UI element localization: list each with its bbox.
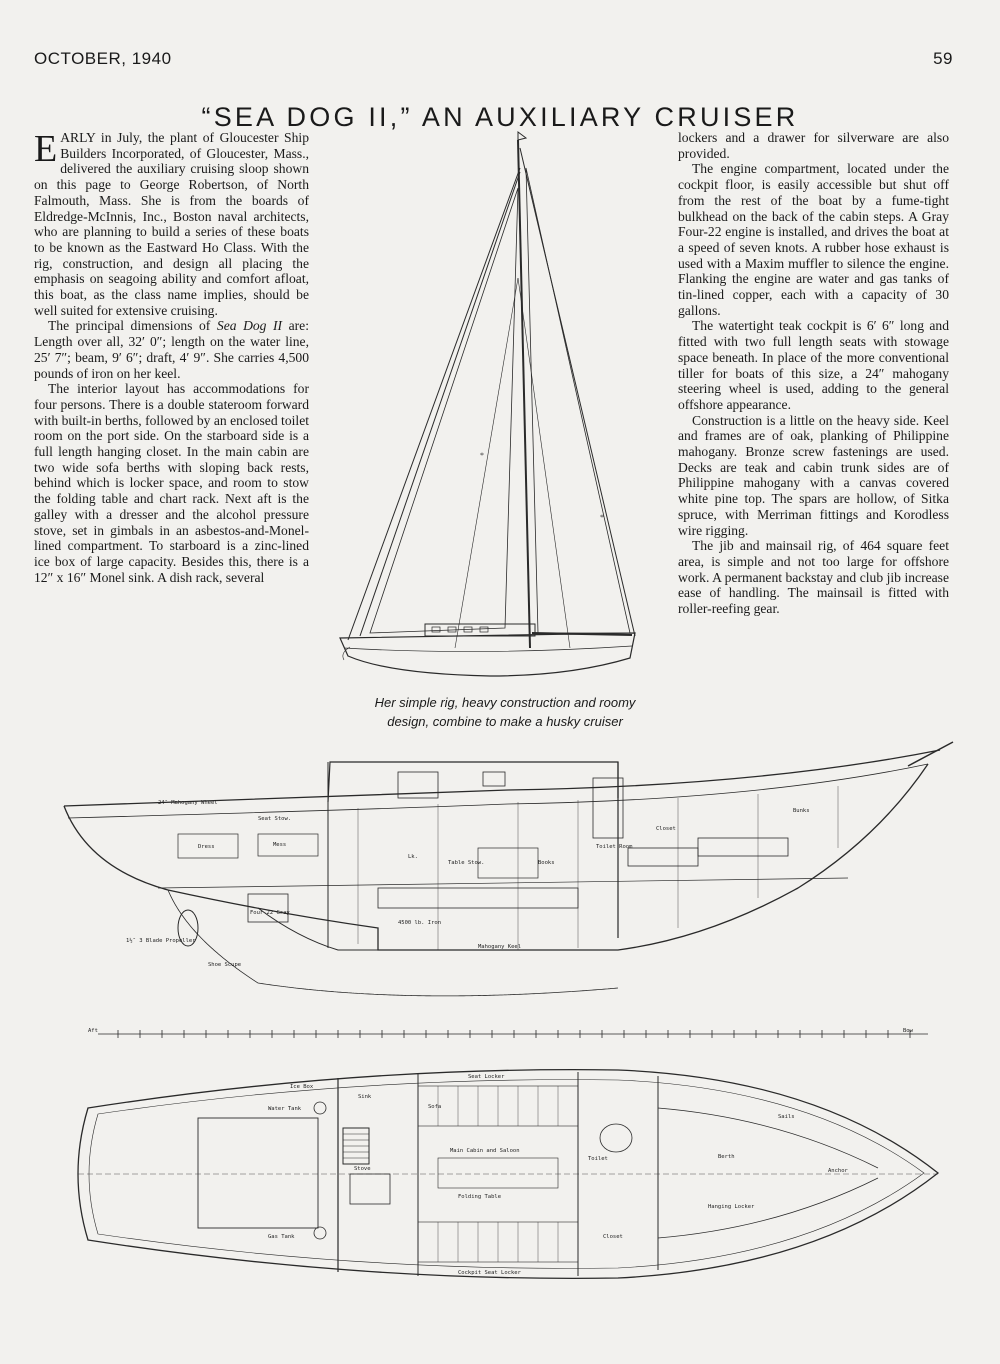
label-ballast: 4500 lb. Iron <box>398 920 442 926</box>
label-closet: Closet <box>603 1234 623 1240</box>
paragraph-lockers: lockers and a drawer for silverware are also provided. <box>678 130 949 161</box>
label-sofa: Sofa <box>428 1104 442 1110</box>
label-seat-stow: Seat Stow. <box>258 816 292 822</box>
paragraph-interior: The interior layout has accommodations for four persons. There is a double stateroom forward with built-in berths, followed by an enclosed toilet room on the port side. On the starboard side is a full length hanging closet. In the main cabin are two wide sofa berths with sloping back rests, behind which is locker space, and room to stow the folding table and chart rack. Next aft is the galley with a dresser and the alcohol pressure stove, set in gimbals in an asbestos-and-Monel-lined compartment. To starboard is a zinc-lined ice box of large capacity. Besides this, there is a 12″ x 16″ Monel sink. A dish rack, several <box>34 381 309 585</box>
label-closet: Closet <box>656 826 676 832</box>
label-mahogany-keel: Mahogany Keel <box>478 944 522 950</box>
dimensions-text: are: Length over all, 32′ 0″; length on the water line, 25′ 7″; beam, 9′ 6″; draft, 4′ 9″. She carries 4,500 pounds of iron on her keel. <box>34 318 309 381</box>
label-table: Table Stow. <box>448 860 485 866</box>
label-hanging: Hanging Locker <box>708 1204 755 1210</box>
caption-line-1: Her simple rig, heavy construction and roomy <box>374 695 636 710</box>
caption-line-2: design, combine to make a husky cruiser <box>387 714 623 729</box>
label-engine: Four-22 Gray <box>250 910 290 916</box>
label-ice-box: Ice Box <box>290 1084 314 1090</box>
label-water-tank: Water Tank <box>268 1106 302 1112</box>
paragraph-intro-text: ARLY in July, the plant of Gloucester Ship Builders Incorporated, of Gloucester, Mass., delivered the auxiliary cruising sloop shown on this page to George Robertson, of North Falmouth, Mass. She is from the boards of Eldredge-McInnis, Inc., Boston naval architects, who are planning to build a series of these boats to be known as the Eastward Ho Class. With the rig, construction, and design all placing the emphasis on seagoing ability and comfort afloat, this boat, as the class name implies, should be well suited for extensive cruising. <box>34 130 309 318</box>
label-bunks: Bunks <box>793 808 810 814</box>
sail-plan-drawing <box>330 128 650 688</box>
label-lk: Lk. <box>408 854 418 860</box>
article-column-right <box>678 130 949 617</box>
label-toilet: Toilet <box>588 1156 608 1162</box>
label-exhaust: Shoe Scupe <box>208 962 242 968</box>
figure-caption <box>360 693 650 731</box>
label-gas-tank: Gas Tank <box>268 1234 295 1240</box>
paragraph-construction: Construction is a little on the heavy side. Keel and frames are of oak, planking of Philippine mahogany. Bronze screw fastenings are used. Decks are teak and cabin trunk sides are of Philippine mahogany with a canvas covered white pine top. The spars are hollow, of Sitka spruce, with Merriman fittings and Korodless wire rigging. <box>678 412 949 538</box>
issue-date: OCTOBER, 1940 <box>34 49 172 68</box>
accommodation-plan-drawing <box>58 1048 948 1348</box>
label-main-cabin: Main Cabin and Saloon <box>450 1148 520 1154</box>
scale-aft-label: Aft <box>88 1028 98 1034</box>
svg-text:*: * <box>600 513 604 522</box>
dimensions-lead: The principal dimensions of <box>48 318 217 334</box>
article-title: “SEA DOG II,” AN AUXILIARY CRUISER <box>201 102 799 133</box>
label-mess: Mess <box>273 842 287 848</box>
label-cockpit-locker: Cockpit Seat Locker <box>458 1270 521 1276</box>
label-sink: Sink <box>358 1094 372 1100</box>
label-dress: Dress <box>198 844 215 850</box>
inboard-profile-drawing <box>58 738 958 1013</box>
svg-text:*: * <box>480 451 484 460</box>
drop-cap: E <box>34 128 58 170</box>
label-books: Books <box>538 860 555 866</box>
label-berth: Berth <box>718 1154 735 1160</box>
page-number: 59 <box>933 49 953 68</box>
label-wheel: 24″ Mahogany Wheel <box>158 800 218 806</box>
paragraph-engine: The engine compartment, located under the cockpit floor, is easily accessible but shut off from the rest of the boat by a fume-tight bulkhead on the back of the cabin steps. A Gray Four-22 engine is installed, and drives the boat at a speed of seven knots. A rubber hose exhaust is used with a Maxim muffler to silence the engine. Flanking the engine are water and gas tanks of tin-lined copper, each with a capacity of 30 gallons. <box>678 161 949 318</box>
paragraph-cockpit: The watertight teak cockpit is 6′ 6″ long and fitted with two full length seats with stowage space beneath. In place of the more conventional tiller for boats of this size, a 24″ mahogany steering wheel is used, adding to the general offshore appearance. <box>678 318 949 412</box>
paragraph-rig: The jib and mainsail rig, of 464 square feet area, is simple and not too large for offshore work. A permanent backstay and club jib increase ease of handling. The mainsail is fitted with roller-reefing gear. <box>678 538 949 617</box>
label-propeller: 1½″ 3 Blade Propeller <box>126 938 196 944</box>
label-toilet: Toilet Room <box>596 844 633 850</box>
label-seat-locker: Seat Locker <box>468 1074 505 1080</box>
article-column-left <box>34 130 309 585</box>
station-scale <box>88 1024 938 1048</box>
paragraph-dimensions <box>34 318 309 381</box>
label-anchor: Anchor <box>828 1168 848 1174</box>
paragraph-intro <box>34 130 309 318</box>
label-table: Folding Table <box>458 1194 502 1200</box>
label-sails: Sails <box>778 1114 795 1120</box>
scale-bow-label: Bow <box>903 1028 913 1034</box>
boat-name: Sea Dog II <box>216 318 283 334</box>
label-stove: Stove <box>354 1166 371 1172</box>
